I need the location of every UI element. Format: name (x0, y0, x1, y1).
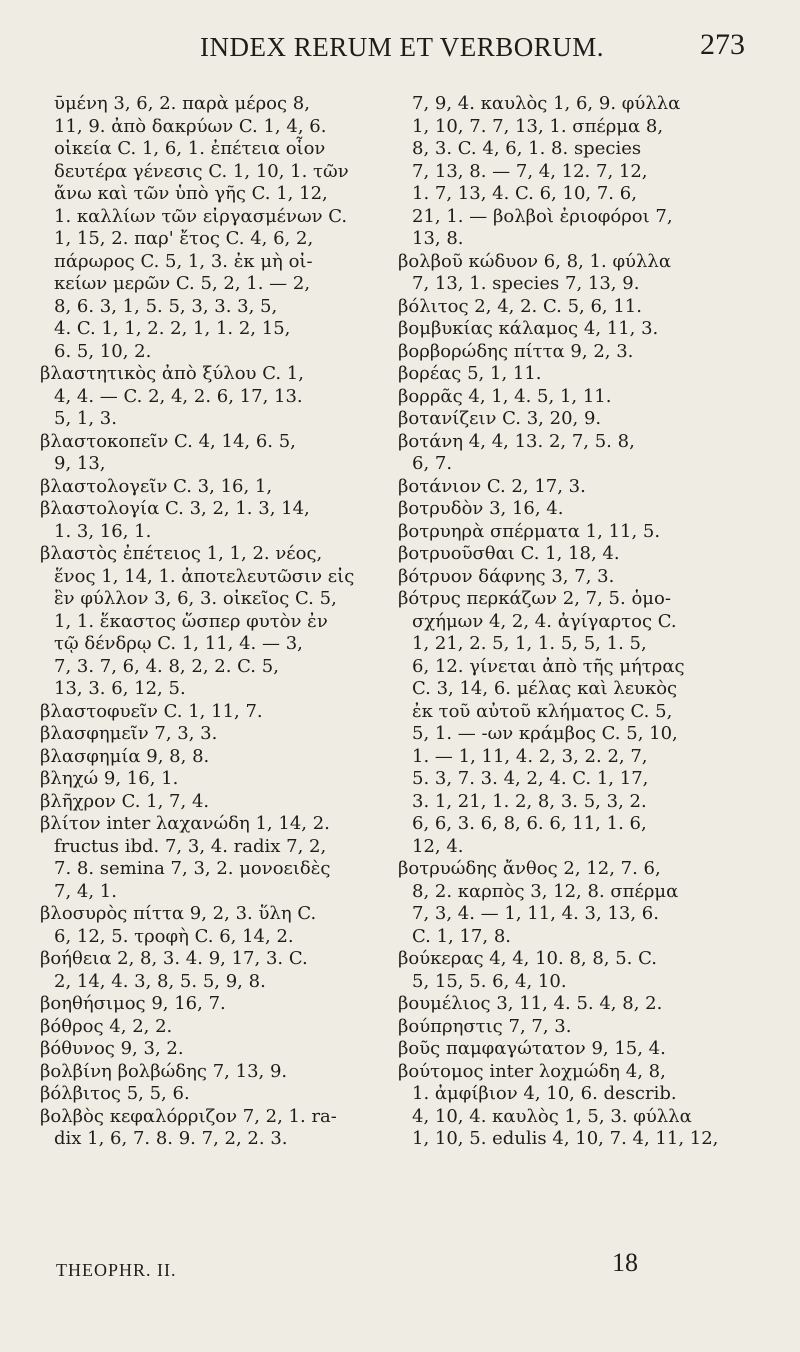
index-line: βόθυνος 9, 3, 2. (40, 1038, 184, 1059)
index-line: βοτρυοῦσθαι C. 1, 18, 4. (398, 543, 620, 564)
index-line: 1, 15, 2. παρ' ἔτος C. 4, 6, 2, (54, 228, 314, 249)
index-line: ἓν φύλλον 3, 6, 3. οἰκεῖος C. 5, (54, 588, 337, 609)
sheet-number: 18 (612, 1248, 638, 1277)
index-line: βλαστοφυεῖν C. 1, 11, 7. (40, 700, 263, 722)
index-line: 5, 1, 3. (54, 408, 117, 429)
index-line: βούπρηστις 7, 7, 3. (398, 1015, 572, 1037)
index-line: 1. ἀμφίβιον 4, 10, 6. describ. (412, 1083, 677, 1104)
index-line: 9, 13, (54, 453, 106, 474)
index-line: 12, 4. (412, 835, 464, 857)
index-column-right (398, 93, 768, 1151)
index-line: βορβορώδης πίττα 9, 2, 3. (398, 340, 634, 362)
index-line: δευτέρα γένεσις C. 1, 10, 1. τῶν (54, 160, 349, 182)
running-header (0, 28, 800, 68)
index-line: βόθρος 4, 2, 2. (40, 1015, 173, 1037)
index-line: fructus ibd. 7, 3, 4. radix 7, 2, (54, 835, 327, 857)
index-line: βολβίνη βολβώδης 7, 13, 9. (40, 1060, 288, 1082)
index-line: 6, 6, 3. 6, 8, 6. 6, 11, 1. 6, (412, 813, 647, 834)
index-line: 1, 21, 2. 5, 1, 1. 5, 5, 1. 5, (412, 633, 647, 654)
index-line: 1, 1. ἕκαστος ὥσπερ φυτὸν ἐν (54, 610, 328, 632)
index-line: βοηθήσιμος 9, 16, 7. (40, 993, 226, 1014)
index-line: 2, 14, 4. 3, 8, 5. 5, 9, 8. (54, 970, 266, 992)
index-line: 13, 3. 6, 12, 5. (54, 678, 186, 699)
index-line: 8, 2. καρπὸς 3, 12, 8. σπέρμα (412, 880, 679, 902)
index-line: βούτομος inter λοχμώδη 4, 8, (398, 1060, 666, 1082)
index-line: σχήμων 4, 2, 4. ἀγίγαρτος C. (412, 610, 677, 632)
index-line: βοτάνιον C. 2, 17, 3. (398, 475, 586, 497)
index-line: βλαστοκοπεῖν C. 4, 14, 6. 5, (40, 430, 296, 452)
index-line: C. 1, 17, 8. (412, 925, 511, 947)
index-column-left (40, 93, 390, 1151)
index-line: 7. 8. semina 7, 3, 2. μονοειδὲς (54, 858, 331, 879)
index-line: 1, 10, 5. edulis 4, 10, 7. 4, 11, 12, (412, 1128, 719, 1149)
index-line: βλαστὸς ἐπέτειος 1, 1, 2. νέος, (40, 543, 323, 564)
index-line: 7, 4, 1. (54, 880, 117, 902)
index-line: βλασφημία 9, 8, 8. (40, 745, 210, 767)
index-line: βλῆχρον C. 1, 7, 4. (40, 790, 210, 812)
index-line: ἐκ τοῦ αὐτοῦ κλήματος C. 5, (412, 700, 673, 722)
index-line: 11, 9. ἀπὸ δακρύων C. 1, 4, 6. (54, 115, 327, 137)
index-line: βλαστητικὸς ἀπὸ ξύλου C. 1, (40, 363, 304, 384)
index-line: 7, 3, 4. — 1, 11, 4. 3, 13, 6. (412, 903, 659, 924)
index-line: βομβυκίας κάλαμος 4, 11, 3. (398, 318, 659, 339)
index-line: τῷ δένδρῳ C. 1, 11, 4. — 3, (54, 633, 303, 654)
index-line: 8, 6. 3, 1, 5. 5, 3, 3. 3, 5, (54, 295, 278, 317)
index-line: 1. καλλίων τῶν εἰργασμένων C. (54, 205, 348, 227)
index-line: βολβὸς κεφαλόρριζον 7, 2, 1. ra- (40, 1105, 337, 1127)
index-line: 13, 8. (412, 228, 464, 249)
index-line: βούκερας 4, 4, 10. 8, 8, 5. C. (398, 948, 657, 969)
index-line: βόλιτος 2, 4, 2. C. 5, 6, 11. (398, 295, 642, 317)
index-line: βουμέλιος 3, 11, 4. 5. 4, 8, 2. (398, 993, 663, 1014)
index-line: βοτρυώδης ἄνθος 2, 12, 7. 6, (398, 858, 661, 879)
index-line: 21, 1. — βολβοὶ ἐριοφόροι 7, (412, 205, 673, 227)
signature-mark: THEOPHR. II. (56, 1260, 177, 1280)
index-line: βόλβιτος 5, 5, 6. (40, 1083, 190, 1104)
index-line: βλαστολογεῖν C. 3, 16, 1, (40, 475, 273, 497)
index-line: C. 3, 14, 6. μέλας καὶ λευκὸς (412, 678, 678, 699)
index-line: 7, 9, 4. καυλὸς 1, 6, 9. φύλλα (412, 93, 681, 114)
index-line: 1. — 1, 11, 4. 2, 3, 2. 2, 7, (412, 745, 648, 767)
page-number: 273 (700, 28, 745, 61)
index-line: βλίτον inter λαχανώδη 1, 14, 2. (40, 813, 330, 834)
index-line: βορρᾶς 4, 1, 4. 5, 1, 11. (398, 385, 612, 407)
index-line: 1. 7, 13, 4. C. 6, 10, 7. 6, (412, 183, 637, 204)
index-line: βοτάνη 4, 4, 13. 2, 7, 5. 8, (398, 430, 635, 452)
index-line: βλαστολογία C. 3, 2, 1. 3, 14, (40, 498, 310, 519)
index-line: βληχώ 9, 16, 1. (40, 768, 179, 789)
index-line: 4. C. 1, 1, 2. 2, 1, 1. 2, 15, (54, 318, 291, 339)
index-line: βοτρυδὸν 3, 16, 4. (398, 498, 564, 519)
index-line: 7, 13, 1. species 7, 13, 9. (412, 273, 640, 294)
index-line: 6, 12. γίνεται ἀπὸ τῆς μήτρας (412, 655, 685, 677)
index-line: βλοσυρὸς πίττα 9, 2, 3. ὕλη C. (40, 903, 317, 924)
index-line: βλασφημεῖν 7, 3, 3. (40, 723, 218, 744)
index-line: οἰκεία C. 1, 6, 1. ἐπέτεια οἷον (54, 138, 326, 159)
index-line: βοτρυηρὰ σπέρματα 1, 11, 5. (398, 520, 661, 542)
index-line: 7, 13, 8. — 7, 4, 12. 7, 12, (412, 160, 648, 182)
index-line: 6. 5, 10, 2. (54, 340, 152, 362)
index-line: 6, 7. (412, 453, 453, 474)
index-line: 3. 1, 21, 1. 2, 8, 3. 5, 3, 2. (412, 790, 647, 812)
index-line: βοτανίζειν C. 3, 20, 9. (398, 408, 602, 429)
index-line: πάρωρος C. 5, 1, 3. ἐκ μὴ οἰ- (54, 250, 313, 272)
index-line: βότρυον δάφνης 3, 7, 3. (398, 565, 615, 587)
index-line: βότρυς περκάζων 2, 7, 5. ὁμο- (398, 588, 671, 609)
index-line: 1. 3, 16, 1. (54, 520, 152, 542)
index-line: βολβοῦ κώδυον 6, 8, 1. φύλλα (398, 250, 671, 272)
index-line: 6, 12, 5. τροφὴ C. 6, 14, 2. (54, 925, 294, 947)
running-title: INDEX RERUM ET VERBORUM. (200, 32, 605, 62)
index-line: 7, 3. 7, 6, 4. 8, 2, 2. C. 5, (54, 655, 279, 677)
index-line: dix 1, 6, 7. 8. 9. 7, 2, 2. 3. (54, 1128, 288, 1149)
index-line: ῡμένη 3, 6, 2. παρὰ μέρος 8, (54, 93, 310, 114)
index-line: βοῦς παμφαγώτατον 9, 15, 4. (398, 1038, 666, 1059)
index-line: 5, 1. — -ων κράμβος C. 5, 10, (412, 723, 678, 744)
index-line: 5, 15, 5. 6, 4, 10. (412, 970, 567, 992)
index-line: ἄνω καὶ τῶν ὑπὸ γῆς C. 1, 12, (54, 183, 328, 204)
index-line: 1, 10, 7. 7, 13, 1. σπέρμα 8, (412, 115, 664, 137)
index-line: 5. 3, 7. 3. 4, 2, 4. C. 1, 17, (412, 768, 649, 789)
index-line: ἕνος 1, 14, 1. ἀποτελευτῶσιν εἰς (54, 565, 355, 587)
index-line: 4, 4. — C. 2, 4, 2. 6, 17, 13. (54, 385, 303, 407)
index-line: κείων μερῶν C. 5, 2, 1. — 2, (54, 273, 311, 294)
index-line: βορέας 5, 1, 11. (398, 363, 542, 384)
index-line: 8, 3. C. 4, 6, 1. 8. species (412, 138, 642, 159)
index-line: βοήθεια 2, 8, 3. 4. 9, 17, 3. C. (40, 948, 308, 969)
index-line: 4, 10, 4. καυλὸς 1, 5, 3. φύλλα (412, 1105, 692, 1127)
